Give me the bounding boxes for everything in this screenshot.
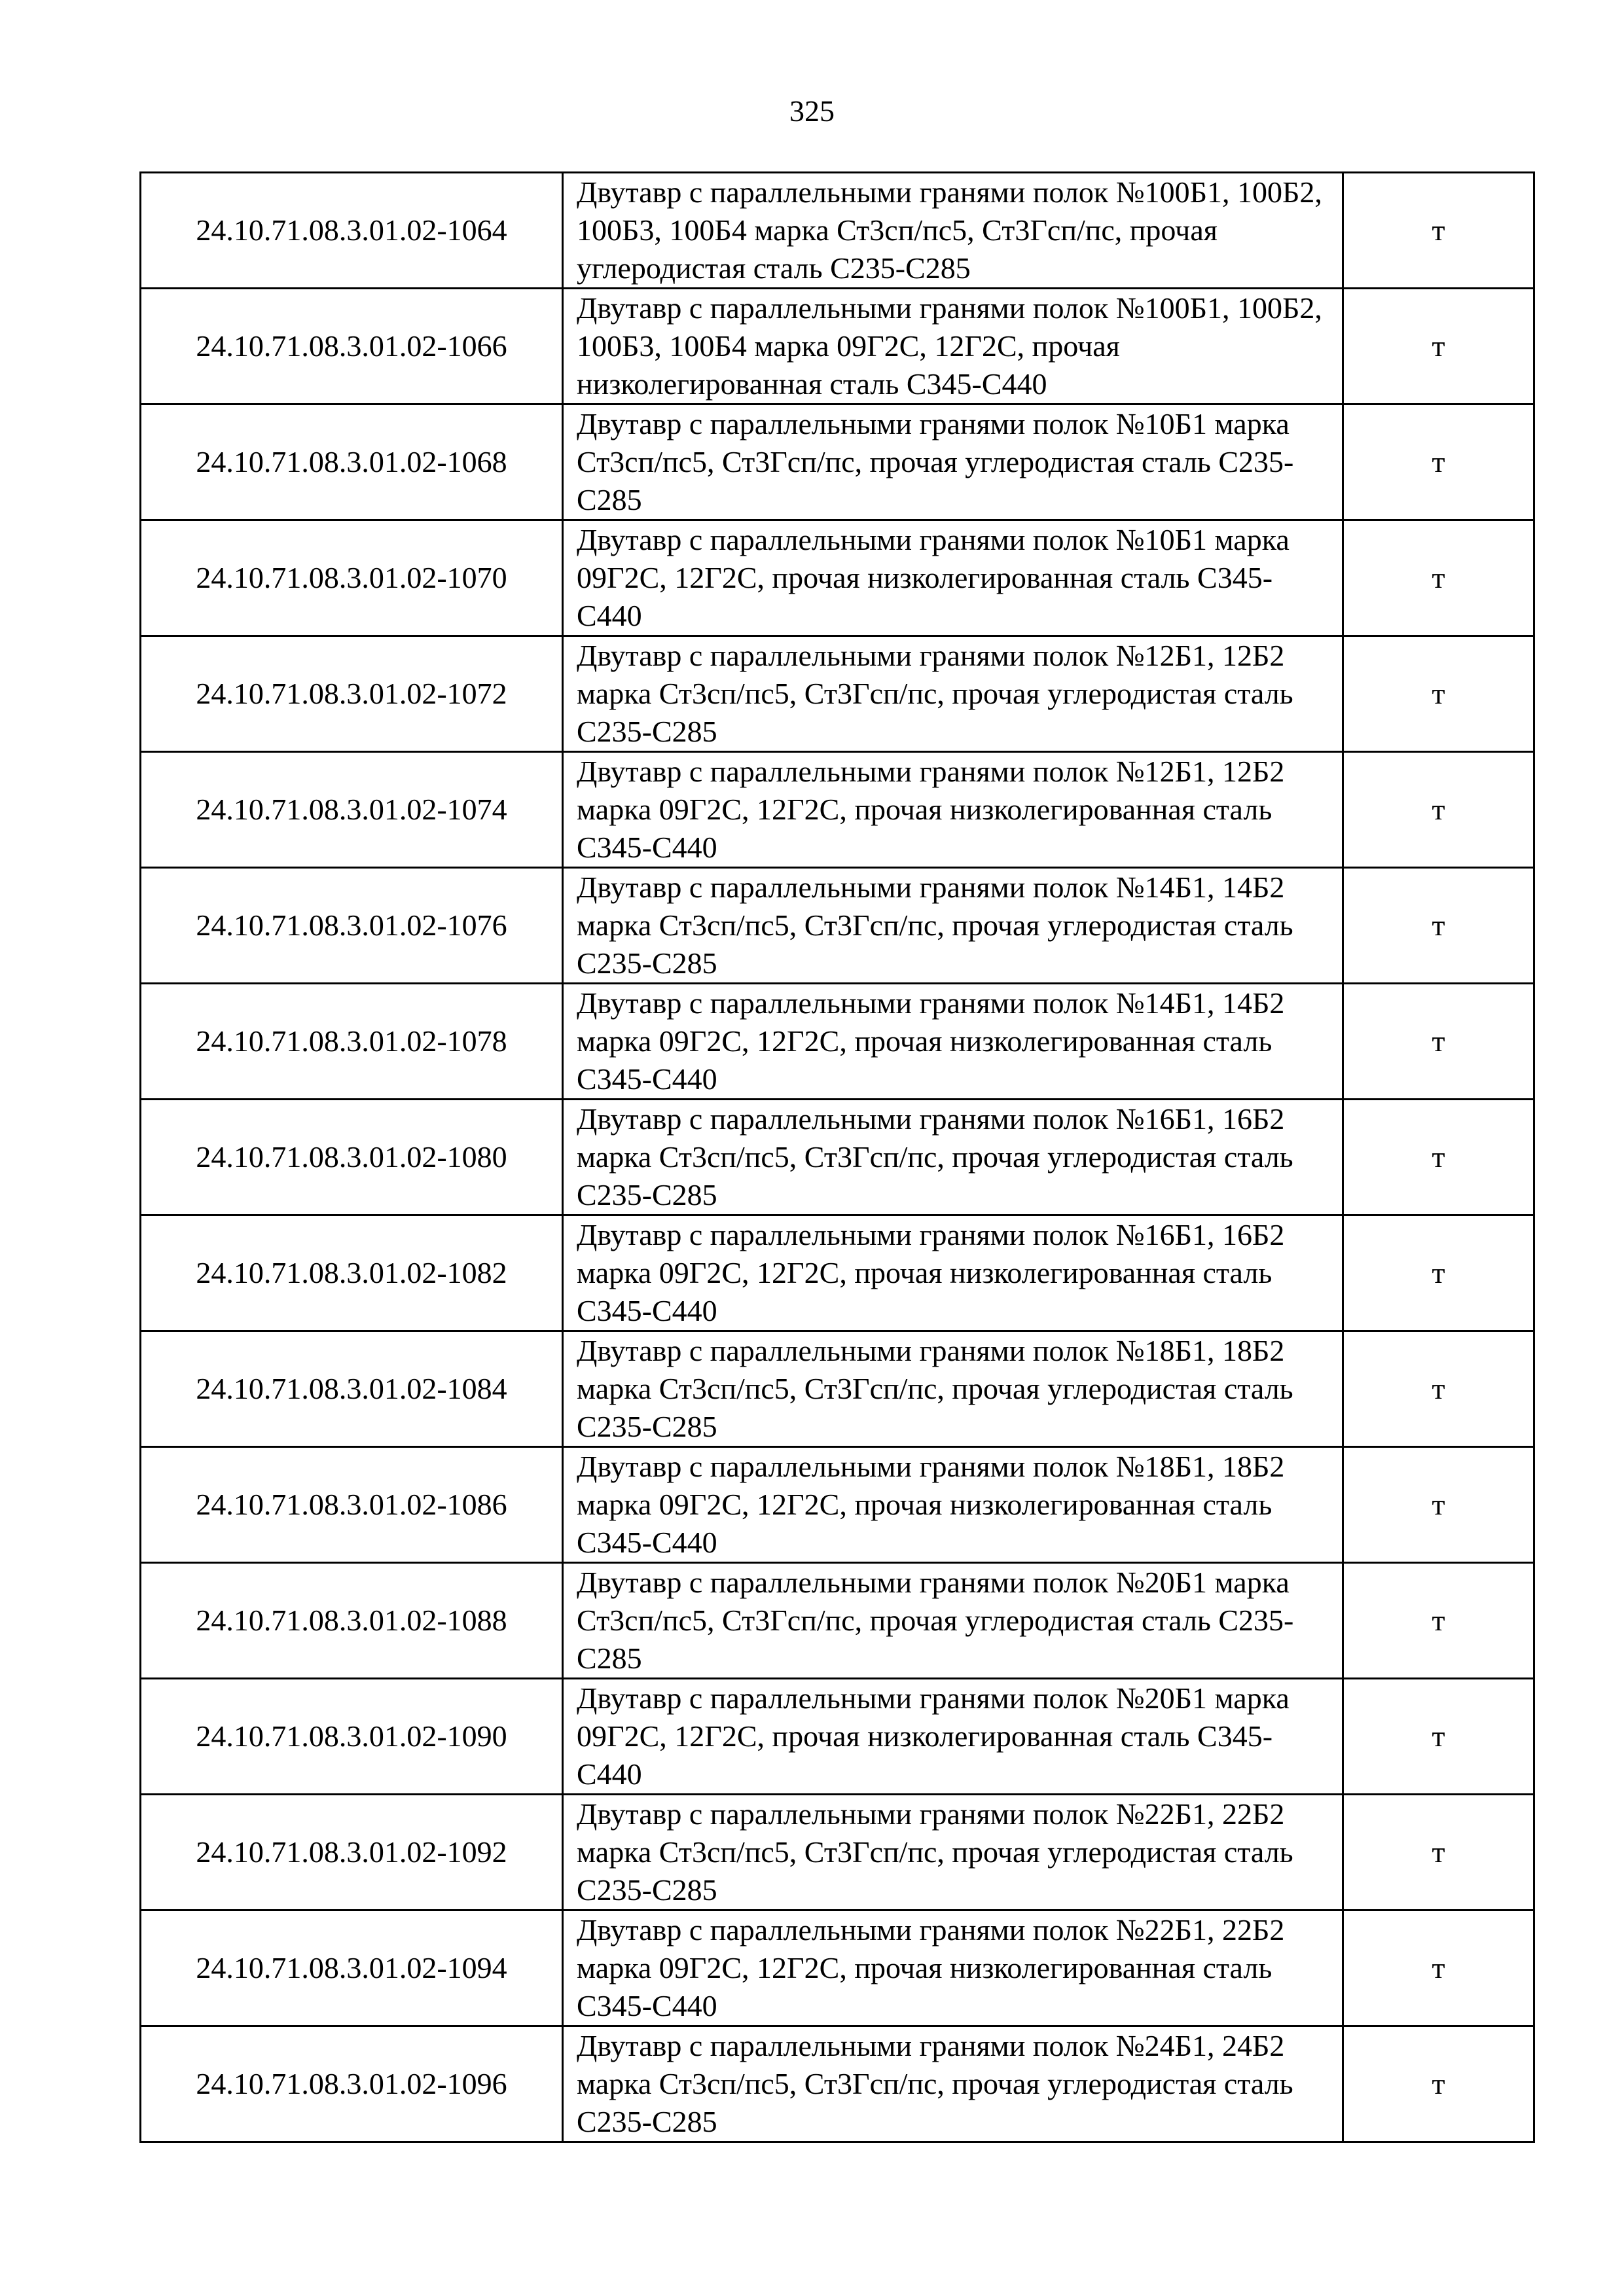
table-row [141, 1679, 1534, 1795]
resource-description-cell: Двутавр с параллельными гранями полок №12Б1, 12Б2 марка Ст3сп/пс5, Ст3Гсп/пс, прочая углеродистая сталь С235-С285 [563, 636, 1343, 752]
unit-cell: т [1343, 1100, 1534, 1215]
unit-cell: т [1343, 1795, 1534, 1910]
resource-code-cell: 24.10.71.08.3.01.02-1074 [141, 752, 563, 868]
unit-cell: т [1343, 636, 1534, 752]
resource-code-cell: 24.10.71.08.3.01.02-1090 [141, 1679, 563, 1795]
table-row [141, 173, 1534, 289]
unit-cell: т [1343, 520, 1534, 636]
table-row [141, 1910, 1534, 2026]
resource-code-cell: 24.10.71.08.3.01.02-1078 [141, 984, 563, 1100]
table-row [141, 404, 1534, 520]
unit-cell: т [1343, 1215, 1534, 1331]
table-row [141, 1331, 1534, 1447]
resource-code-cell: 24.10.71.08.3.01.02-1064 [141, 173, 563, 289]
unit-cell: т [1343, 1679, 1534, 1795]
resource-code-cell: 24.10.71.08.3.01.02-1070 [141, 520, 563, 636]
resource-code-cell: 24.10.71.08.3.01.02-1094 [141, 1910, 563, 2026]
resource-description-cell: Двутавр с параллельными гранями полок №22Б1, 22Б2 марка 09Г2С, 12Г2С, прочая низколегированная сталь С345-С440 [563, 1910, 1343, 2026]
unit-cell: т [1343, 984, 1534, 1100]
table-row [141, 520, 1534, 636]
table-body [141, 173, 1534, 2142]
unit-cell: т [1343, 1331, 1534, 1447]
unit-cell: т [1343, 1447, 1534, 1563]
resource-description-cell: Двутавр с параллельными гранями полок №12Б1, 12Б2 марка 09Г2С, 12Г2С, прочая низколегированная сталь С345-С440 [563, 752, 1343, 868]
page-number: 325 [789, 94, 835, 128]
resource-code-cell: 24.10.71.08.3.01.02-1076 [141, 868, 563, 984]
resource-description-cell: Двутавр с параллельными гранями полок №16Б1, 16Б2 марка Ст3сп/пс5, Ст3Гсп/пс, прочая углеродистая сталь С235-С285 [563, 1100, 1343, 1215]
resource-code-cell: 24.10.71.08.3.01.02-1072 [141, 636, 563, 752]
resource-description-cell: Двутавр с параллельными гранями полок №22Б1, 22Б2 марка Ст3сп/пс5, Ст3Гсп/пс, прочая углеродистая сталь С235-С285 [563, 1795, 1343, 1910]
resource-description-cell: Двутавр с параллельными гранями полок №18Б1, 18Б2 марка Ст3сп/пс5, Ст3Гсп/пс, прочая углеродистая сталь С235-С285 [563, 1331, 1343, 1447]
resource-description-cell: Двутавр с параллельными гранями полок №20Б1 марка 09Г2С, 12Г2С, прочая низколегированная сталь С345-С440 [563, 1679, 1343, 1795]
unit-cell: т [1343, 289, 1534, 404]
table-row [141, 984, 1534, 1100]
resource-code-cell: 24.10.71.08.3.01.02-1084 [141, 1331, 563, 1447]
table-row [141, 636, 1534, 752]
materials-table [139, 171, 1535, 2143]
table-row [141, 289, 1534, 404]
resource-code-cell: 24.10.71.08.3.01.02-1068 [141, 404, 563, 520]
resource-code-cell: 24.10.71.08.3.01.02-1092 [141, 1795, 563, 1910]
resource-description-cell: Двутавр с параллельными гранями полок №100Б1, 100Б2, 100Б3, 100Б4 марка Ст3сп/пс5, Ст3Гсп/пс, прочая углеродистая сталь С235-С285 [563, 173, 1343, 289]
resource-description-cell: Двутавр с параллельными гранями полок №20Б1 марка Ст3сп/пс5, Ст3Гсп/пс, прочая углеродистая сталь С235-С285 [563, 1563, 1343, 1679]
unit-cell: т [1343, 404, 1534, 520]
resource-description-cell: Двутавр с параллельными гранями полок №10Б1 марка 09Г2С, 12Г2С, прочая низколегированная сталь С345-С440 [563, 520, 1343, 636]
resource-description-cell: Двутавр с параллельными гранями полок №24Б1, 24Б2 марка Ст3сп/пс5, Ст3Гсп/пс, прочая углеродистая сталь С235-С285 [563, 2026, 1343, 2142]
resource-code-cell: 24.10.71.08.3.01.02-1066 [141, 289, 563, 404]
unit-cell: т [1343, 173, 1534, 289]
table-row [141, 2026, 1534, 2142]
resource-code-cell: 24.10.71.08.3.01.02-1086 [141, 1447, 563, 1563]
unit-cell: т [1343, 1910, 1534, 2026]
unit-cell: т [1343, 752, 1534, 868]
table-row [141, 1215, 1534, 1331]
table-row [141, 1563, 1534, 1679]
resource-description-cell: Двутавр с параллельными гранями полок №100Б1, 100Б2, 100Б3, 100Б4 марка 09Г2С, 12Г2С, прочая низколегированная сталь С345-С440 [563, 289, 1343, 404]
resource-code-cell: 24.10.71.08.3.01.02-1096 [141, 2026, 563, 2142]
resource-description-cell: Двутавр с параллельными гранями полок №14Б1, 14Б2 марка 09Г2С, 12Г2С, прочая низколегированная сталь С345-С440 [563, 984, 1343, 1100]
resource-code-cell: 24.10.71.08.3.01.02-1080 [141, 1100, 563, 1215]
resource-code-cell: 24.10.71.08.3.01.02-1082 [141, 1215, 563, 1331]
resource-description-cell: Двутавр с параллельными гранями полок №16Б1, 16Б2 марка 09Г2С, 12Г2С, прочая низколегированная сталь С345-С440 [563, 1215, 1343, 1331]
resource-description-cell: Двутавр с параллельными гранями полок №10Б1 марка Ст3сп/пс5, Ст3Гсп/пс, прочая углеродистая сталь С235-С285 [563, 404, 1343, 520]
table-row [141, 1100, 1534, 1215]
unit-cell: т [1343, 2026, 1534, 2142]
table-row [141, 1447, 1534, 1563]
resource-code-cell: 24.10.71.08.3.01.02-1088 [141, 1563, 563, 1679]
unit-cell: т [1343, 1563, 1534, 1679]
resource-description-cell: Двутавр с параллельными гранями полок №14Б1, 14Б2 марка Ст3сп/пс5, Ст3Гсп/пс, прочая углеродистая сталь С235-С285 [563, 868, 1343, 984]
table-row [141, 868, 1534, 984]
table-row [141, 752, 1534, 868]
resource-description-cell: Двутавр с параллельными гранями полок №18Б1, 18Б2 марка 09Г2С, 12Г2С, прочая низколегированная сталь С345-С440 [563, 1447, 1343, 1563]
table-row [141, 1795, 1534, 1910]
unit-cell: т [1343, 868, 1534, 984]
